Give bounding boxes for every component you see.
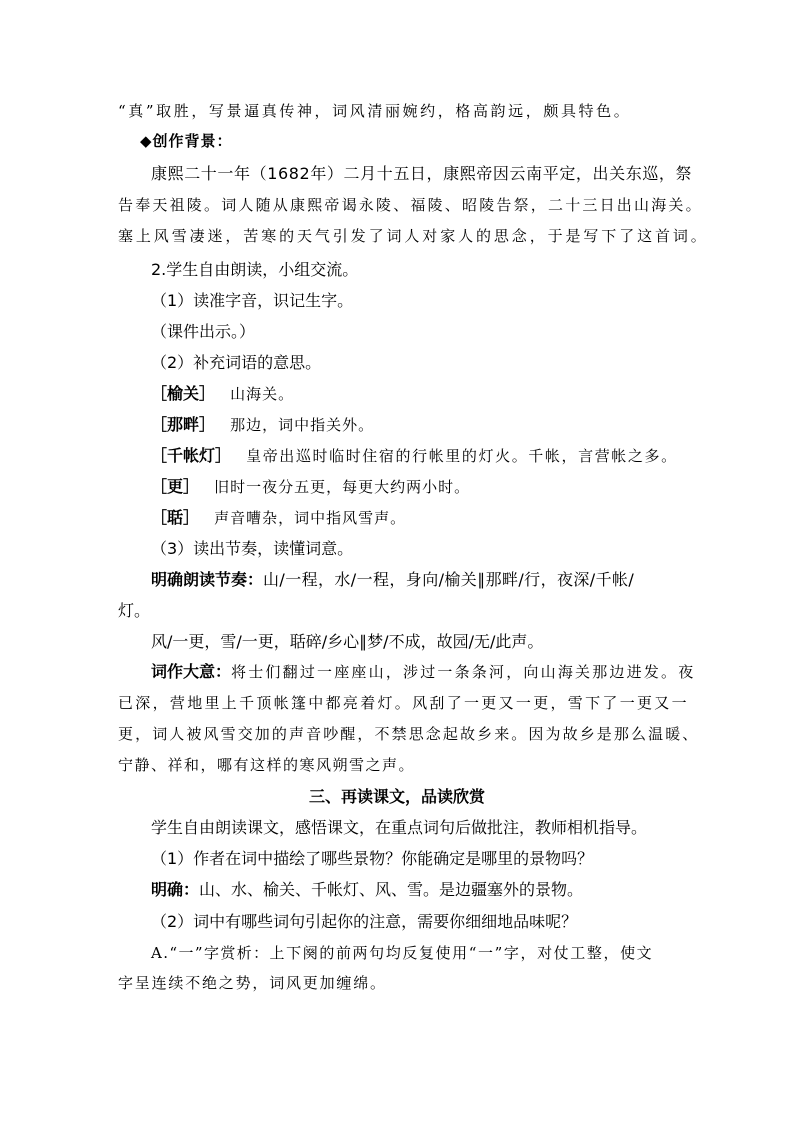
meaning-label: 词作大意： — [151, 662, 232, 681]
analysis-text: 上下阕的前两句均反复使用“一”字，对仗工整，使文 — [269, 944, 654, 962]
section-intro: 学生自由朗读课文，感悟课文，在重点词句后做批注，教师相机指导。 — [151, 818, 648, 837]
glossary-definition: 山海关。 — [230, 385, 295, 403]
glossary-definition: 旧时一夜分五更，每更大约两小时。 — [214, 478, 471, 496]
answer-text: 山、水、榆关、千帐灯、风、雪。是边疆塞外的景物。 — [199, 880, 584, 899]
background-paragraph-line: 告奉天祖陵。词人随从康熙帝谒永陵、福陵、昭陵告祭，二十三日出山海关。 — [118, 196, 703, 214]
step-2-2: （2）补充词语的意思。 — [151, 353, 322, 372]
meaning-line: 宁静、祥和，哪有这样的寒风朔雪之声。 — [118, 756, 416, 774]
glossary-term: ［榆关］ — [151, 384, 216, 403]
background-paragraph-line: 康熙二十一年（1682年）二月十五日，康熙帝因云南平定，出关东巡，祭 — [151, 164, 693, 183]
analysis-text-wrap: 字呈连续不绝之势，词风更加缠绵。 — [118, 974, 387, 992]
question-2: （2）词中有哪些词句引起你的注意，需要你细细地品味呢？ — [151, 912, 578, 931]
rhythm-line: 风/一更，雪/一更，聒碎/乡心∥梦/不成，故园/无/此声。 — [151, 632, 544, 651]
meaning-line: 已深，营地里上千顶帐篷中都亮着灯。风刮了一更又一更，雪下了一更又一 — [118, 694, 689, 712]
rhythm-label: 明确朗读节奏： — [151, 570, 264, 589]
glossary-definition: 那边，词中指关外。 — [230, 416, 375, 434]
glossary-term: ［更］ — [151, 477, 200, 496]
rhythm-line — [151, 572, 634, 588]
glossary-term: ［聒］ — [151, 508, 200, 527]
analysis-label: A.“一”字赏析： — [151, 944, 270, 962]
question-1: （1）作者在词中描绘了哪些景物？你能确定是哪里的景物吗？ — [151, 849, 594, 868]
meaning-line — [151, 664, 695, 680]
answer-label: 明确： — [151, 880, 200, 899]
intro-line: “真”取胜，写景逼真传神，词风清丽婉约，格高韵远，颇具特色。 — [118, 102, 632, 120]
analysis-a — [151, 945, 653, 961]
glossary-term: ［那畔］ — [151, 415, 216, 434]
glossary-item — [151, 386, 294, 402]
section-title: 三、再读课文，品读欣赏 — [308, 787, 485, 806]
glossary-term: ［千帐灯］ — [151, 446, 232, 465]
step-2-1-note: （课件出示。） — [151, 322, 256, 341]
answer-1 — [151, 882, 583, 898]
glossary-item — [151, 448, 678, 464]
rhythm-text: 山/一程，水/一程，身向/榆关∥那畔/行，夜深/千帐/ — [263, 570, 635, 589]
meaning-line: 更，词人被风雪交加的声音吵醒，不禁思念起故乡来。因为故乡是那么温暖、 — [118, 725, 700, 743]
background-heading: ◆创作背景： — [140, 132, 233, 150]
glossary-definition: 皇帝出巡时临时住宿的行帐里的灯火。千帐，言营帐之多。 — [246, 447, 678, 465]
background-paragraph-line: 塞上风雪凄迷，苦寒的天气引发了词人对家人的思念，于是写下了这首词。 — [118, 227, 709, 245]
step-2-3: （3）读出节奏，读懂词意。 — [151, 539, 354, 558]
step-2: 2.学生自由朗读，小组交流。 — [151, 260, 359, 279]
rhythm-line-wrap: 灯。 — [118, 601, 151, 620]
glossary-item — [151, 417, 374, 433]
step-2-1: （1）读准字音，识记生字。 — [151, 291, 354, 310]
meaning-text: 将士们翻过一座座山，涉过一条条河，向山海关那边进发。夜 — [231, 663, 696, 681]
glossary-definition: 声音嘈杂，词中指风雪声。 — [214, 509, 407, 527]
glossary-item — [151, 510, 406, 526]
glossary-item — [151, 479, 470, 495]
